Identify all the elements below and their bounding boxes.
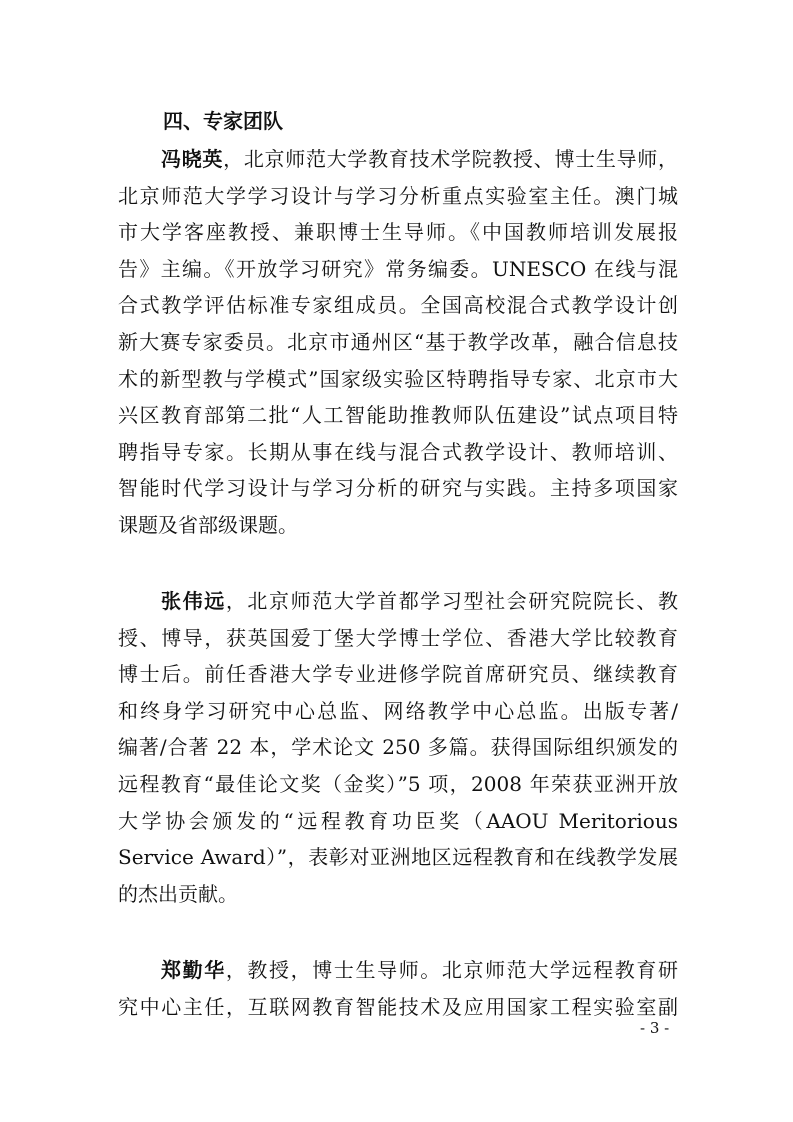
paragraph-line: 告》主编。《开放学习研究》常务编委。UNESCO 在线与混 (118, 256, 678, 281)
paragraph-line: 合式教学评估标准专家组成员。全国高校混合式教学设计创 (118, 293, 678, 318)
paragraph-line: 智能时代学习设计与学习分析的研究与实践。主持多项国家 (118, 476, 678, 501)
paragraph-line: 远程教育“最佳论文奖（金奖）”5 项，2008 年荣获亚洲开放 (118, 771, 678, 796)
page-number: - 3 - (640, 1019, 670, 1037)
line-text: ，教授，博士生导师。北京师范大学远程教育研 (225, 958, 679, 982)
paragraph-line: 聘指导专家。长期从事在线与混合式教学设计、教师培训、 (118, 439, 678, 464)
paragraph-line (118, 952, 678, 989)
paragraph-line: 市大学客座教授、兼职博士生导师。《中国教师培训发展报 (118, 220, 678, 245)
paragraph-line: 和终身学习研究中心总监、网络教学中心总监。出版专著/ (118, 698, 678, 723)
paragraph-line: Service Award）”，表彰对亚洲地区远程教育和在线教学发展 (118, 845, 678, 870)
paragraph-line: 北京师范大学学习设计与学习分析重点实验室主任。澳门城 (118, 183, 678, 208)
expert-paragraph-zhang (118, 583, 678, 912)
paragraph-line: 新大赛专家委员。北京市通州区“基于教学改革，融合信息技 (118, 329, 678, 354)
expert-paragraph-zheng (118, 952, 678, 1025)
expert-name: 冯晓英 (161, 147, 224, 171)
line-text: ，北京师范大学首都学习型社会研究院院长、教 (225, 589, 679, 613)
section-title: 四、专家团队 (163, 109, 283, 133)
paragraph-line: 编著/合著 22 本，学术论文 250 多篇。获得国际组织颁发的 (118, 735, 678, 760)
paragraph-line: 授、博导，获英国爱丁堡大学博士学位、香港大学比较教育 (118, 625, 678, 650)
paragraph-line: 大学协会颁发的“远程教育功臣奖（AAOU Meritorious (118, 808, 678, 833)
expert-name: 郑勤华 (161, 958, 226, 982)
paragraph-line: 术的新型教与学模式”国家级实验区特聘指导专家、北京市大 (118, 366, 678, 391)
paragraph-line (118, 583, 678, 620)
paragraph-line: 兴区教育部第二批“人工智能助推教师队伍建设”试点项目特 (118, 403, 678, 428)
paragraph-line: 究中心主任，互联网教育智能技术及应用国家工程实验室副 (118, 994, 678, 1019)
paragraph-line: 的杰出贡献。 (118, 881, 238, 906)
paragraph-line: 博士后。前任香港大学专业进修学院首席研究员、继续教育 (118, 662, 678, 687)
line-text: ，北京师范大学教育技术学院教授、博士生导师， (223, 147, 678, 171)
expert-paragraph-feng (118, 141, 678, 544)
paragraph-line (118, 141, 678, 178)
expert-name: 张伟远 (161, 589, 226, 613)
paragraph-line: 课题及省部级课题。 (118, 512, 298, 537)
